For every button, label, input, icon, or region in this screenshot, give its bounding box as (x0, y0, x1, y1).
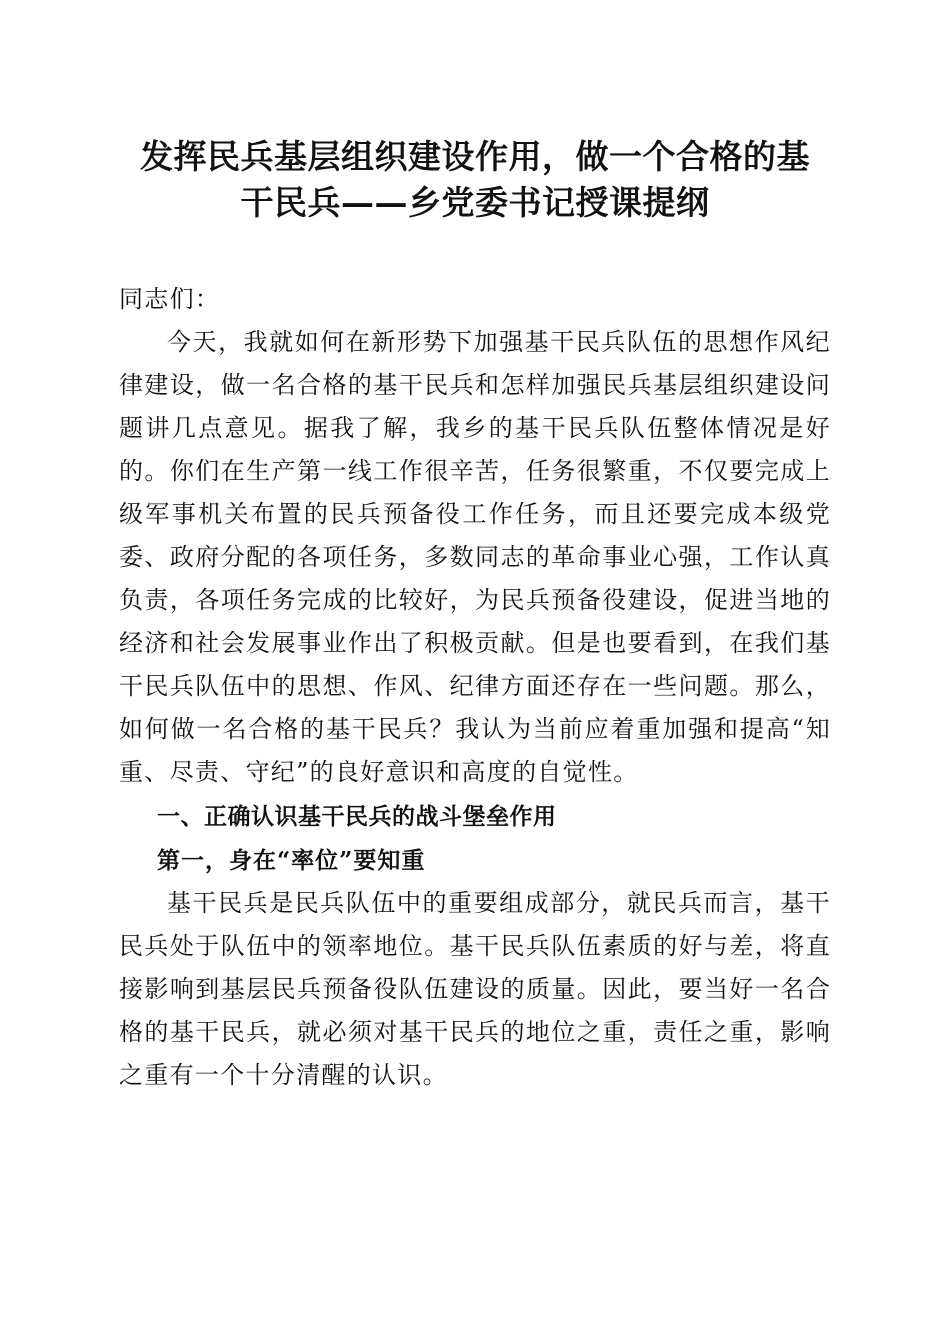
document-title (105, 134, 845, 226)
subsection-heading-1: 第一，身在“率位”要知重 (156, 847, 426, 874)
salutation: 同志们： (119, 285, 221, 313)
title-line-1: 发挥民兵基层组织建设作用，做一个合格的基 (140, 137, 810, 176)
paragraph-intro: 今天，我就如何在新形势下加强基干民兵队伍的思想作风纪律建设，做一名合格的基干民兵和怎样加强民兵基层组织建设问题讲几点意见。据我了解，我乡的基干民兵队伍整体情况是好的。你们在生产第一线工作很辛苦，任务很繁重，不仅要完成上级军事机关布置的民兵预备役工作任务，而且还要完成本级党委、政府分配的各项任务，多数同志的革命事业心强，工作认真负责，各项任务完成的比较好，为民兵预备役建设，促进当地的经济和社会发展事业作出了积极贡献。但是也要看到，在我们基干民兵队伍中的思想、作风、纪律方面还存在一些问题。那么，如何做一名合格的基干民兵？我认为当前应着重加强和提高“知重、尽责、守纪”的良好意识和高度的自觉性。 (119, 328, 831, 786)
document-body (119, 278, 831, 1097)
section-heading-1: 一、正确认识基干民兵的战斗堡垒作用 (156, 804, 557, 830)
paragraph-section-1: 基干民兵是民兵队伍中的重要组成部分，就民兵而言，基干民兵处于队伍中的领率地位。基干民兵队伍素质的好与差，将直接影响到基层民兵预备役队伍建设的质量。因此，要当好一名合格的基干民兵，就必须对基干民兵的地位之重，责任之重，影响之重有一个十分清醒的认识。 (119, 889, 831, 1089)
title-line-2: 干民兵——乡党委书记授课提纲 (240, 183, 710, 222)
